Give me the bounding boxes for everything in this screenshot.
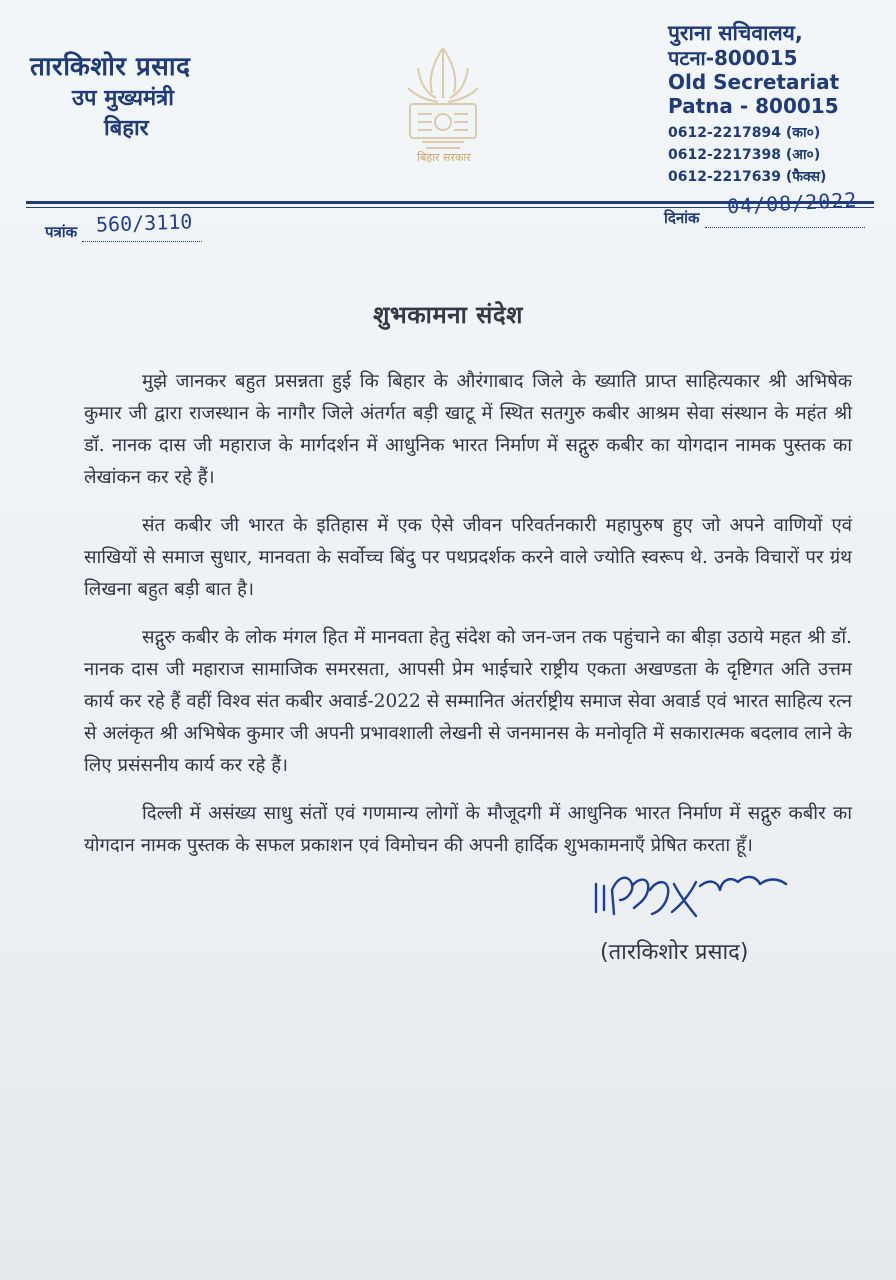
phone-office: 0612-2217894 (का०) — [668, 125, 821, 141]
date-value: 04/08/2022 — [726, 187, 858, 219]
address-english: Old Secretariat — [668, 70, 840, 94]
phone-residence: 0612-2217398 (आ०) — [668, 147, 821, 163]
reference-label: पत्रांक — [45, 223, 78, 241]
city-hindi: पटना-800015 — [668, 46, 798, 70]
signatory-name: (तारकिशोर प्रसाद) — [600, 940, 749, 965]
sender-name: तारकिशोर प्रसाद — [30, 52, 191, 82]
letter-heading: शुभकामना संदेश — [373, 301, 523, 329]
sender-designation: उप मुख्यमंत्री — [72, 86, 174, 111]
reference-value: 560/3110 — [96, 209, 194, 237]
paragraph: मुझे जानकर बहुत प्रसन्नता हुई कि बिहार के औरंगाबाद जिले के ख्याति प्राप्त साहित्यकार श्री अभिषेक कुमार जी द्वारा राजस्थान के नागौर जिले अंतर्गत बड़ी खाटू में स्थित सतगुरु कबीर आश्रम सेवा संस्थान के महंत श्री डॉ. नानक दास जी महाराज के मार्गदर्शन में आधुनिक भारत निर्माण में सद्गुरु कबीर का योगदान नामक पुस्तक का लेखांकन कर रहे हैं। — [84, 371, 852, 488]
paragraph: सद्गुरु कबीर के लोक मंगल हित में मानवता हेतु संदेश को जन-जन तक पहुंचाने का बीड़ा उठाये महत श्री डॉ. नानक दास जी महाराज सामाजिक समरसता, आपसी प्रेम भाईचारे राष्ट्रीय एकता अखण्डता के दृष्टिगत अति उत्तम कार्य कर रहे हैं वहीं विश्व संत कबीर अवार्ड-2022 से सम्मानित अंतर्राष्ट्रीय समाज सेवा अवार्ड एवं भारत साहित्य रत्न से अलंकृत श्री अभिषेक कुमार जी अपनी प्रभावशाली लेखनी से जनमानस के मनोवृति में सकारात्मक बदलाव लाने के लिए प्रसंसनीय कार्य कर रहे हैं। — [84, 627, 852, 776]
sender-state: बिहार — [104, 116, 149, 141]
paragraph: दिल्ली में असंख्य साधु संतों एवं गणमान्य लोगों के मौजूदगी में आधुनिक भारत निर्माण में सद्गुरु कबीर का योगदान नामक पुस्तक के सफल प्रकाशन एवं विमोचन की अपनी हार्दिक शुभकामनाएँ प्रेषित करता हूँ। — [84, 803, 852, 856]
letterhead-address — [668, 20, 888, 188]
letterhead-sender — [30, 50, 260, 144]
paragraph: संत कबीर जी भारत के इतिहास में एक ऐसे जीवन परिवर्तनकारी महापुरुष हुए जो अपने वाणियों एवं साखियों से समाज सुधार, मानवता के सर्वोच्च बिंदु पर पथप्रदर्शक करने वाले ज्योति स्वरूप थे. उनके विचारों पर ग्रंथ लिखना बहुत बड़ी बात है। — [84, 515, 852, 600]
emblem-caption: बिहार सरकार — [417, 151, 471, 164]
letter-body — [84, 366, 852, 878]
date-label: दिनांक — [664, 209, 700, 227]
letter-date — [664, 187, 865, 228]
handwritten-signature — [588, 856, 798, 926]
address-hindi: पुराना सचिवालय, — [668, 21, 803, 45]
reference-number — [45, 209, 202, 242]
city-english: Patna - 800015 — [668, 94, 839, 118]
phone-fax: 0612-2217639 (फैक्स) — [668, 169, 827, 185]
